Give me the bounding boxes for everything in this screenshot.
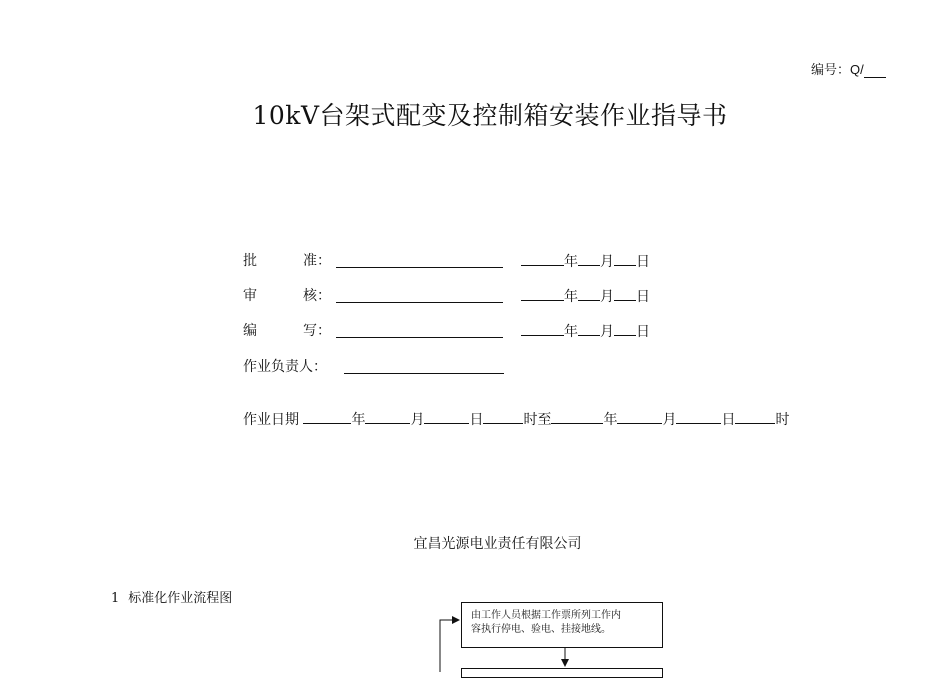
- year-label: 年: [564, 254, 578, 270]
- approve-label-char1: 批: [243, 253, 257, 269]
- work-period-label: 作业日期: [243, 412, 299, 428]
- month-label: 月: [600, 254, 614, 270]
- write-label-char1: 编: [243, 323, 257, 339]
- section-title: 标准化作业流程图: [128, 591, 233, 606]
- flowchart-step-1: [461, 602, 663, 648]
- person-in-charge-label: 作业负责人：: [243, 359, 327, 375]
- day-label: 日: [469, 412, 484, 428]
- company-name: 宜昌光源电业责任有限公司: [413, 536, 582, 552]
- day-label: 日: [636, 324, 650, 340]
- year-label: 年: [351, 412, 366, 428]
- loop-back-arrow: [440, 620, 459, 672]
- year-label: 年: [564, 289, 578, 305]
- month-label: 月: [600, 289, 614, 305]
- review-label-char1: 审: [243, 288, 257, 304]
- document-title: 10kV台架式配变及控制箱安装作业指导书: [252, 101, 728, 130]
- year-label: 年: [603, 412, 618, 428]
- month-label: 月: [410, 412, 425, 428]
- write-label-char2: 写：: [303, 323, 331, 339]
- day-label: 日: [636, 289, 650, 305]
- month-label: 月: [662, 412, 677, 428]
- section-number: 1: [111, 591, 120, 606]
- day-label: 日: [721, 412, 736, 428]
- serial-label: 编号：Q/: [811, 62, 864, 77]
- month-label: 月: [600, 324, 614, 340]
- day-label: 日: [636, 254, 650, 270]
- flowchart-step-2: [461, 668, 663, 678]
- year-label: 年: [564, 324, 578, 340]
- hour-label: 时: [775, 412, 790, 428]
- step-1-text-line2: 容执行停电、验电、挂接地线。: [471, 624, 611, 635]
- review-label-char2: 核：: [303, 288, 331, 304]
- step-1-text-line1: 由工作人员根据工作票所列工作内: [471, 610, 621, 621]
- hour-to-label: 时至: [523, 412, 552, 428]
- approve-label-char2: 准：: [303, 253, 331, 269]
